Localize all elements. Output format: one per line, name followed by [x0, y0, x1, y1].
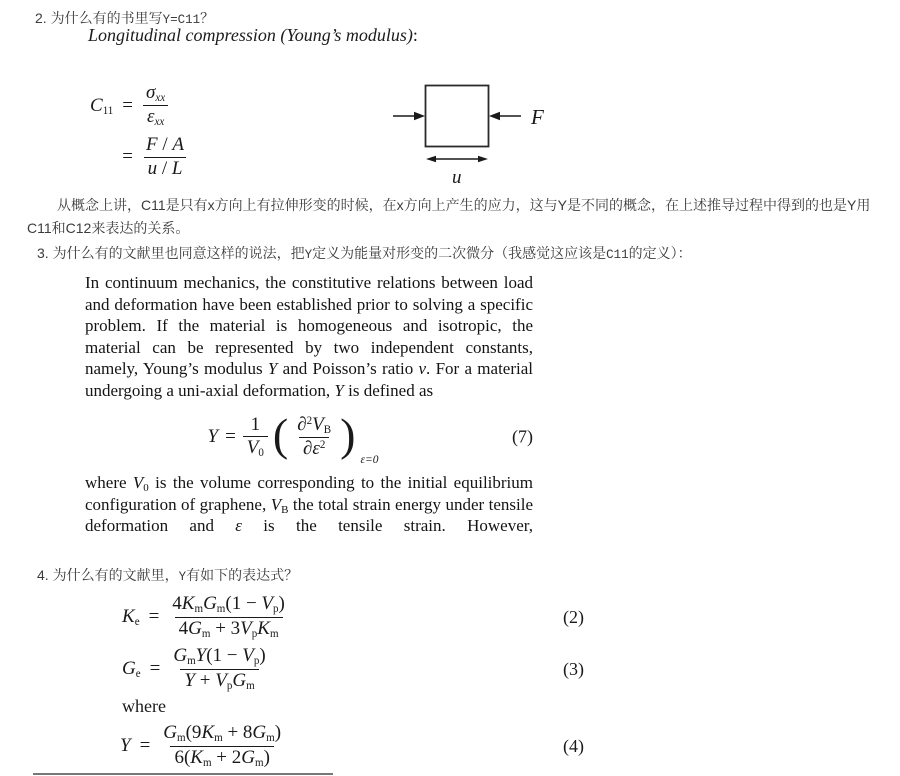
question-4-code: Y [178, 570, 187, 584]
paper-excerpt-2: where $V_0$ is the volume corresponding to the initial equilibrium configuration of graphene, $V_B$ the total strain energy under tensile deformation and ε is the tensile strain. However, [85, 473, 533, 535]
equals-sign: = [225, 426, 236, 447]
section-title-colon: : [412, 25, 418, 45]
force-arrow-left [393, 112, 425, 120]
displacement-arrow [426, 156, 488, 162]
equation-2-lhs: Ke [122, 605, 140, 629]
question-2-text: 2. 为什么有的书里写 [35, 10, 163, 26]
question-3-code-2: C11 [606, 248, 629, 262]
equation-3-lhs: Ge [122, 657, 141, 681]
equals-sign: = [148, 606, 160, 627]
equation-2 [122, 590, 584, 644]
equation-3 [122, 643, 584, 695]
evaluation-condition: ε=0 [360, 454, 379, 467]
strain-symbol: ε [235, 516, 242, 535]
equation-4 [120, 719, 584, 773]
equation-4-number: (4) [563, 735, 584, 756]
youngs-modulus-symbol: Y [267, 359, 278, 378]
question-2-code: Y=C11 [162, 13, 201, 27]
equation-7-lhs: Y [207, 426, 219, 447]
displacement-label: u [452, 167, 462, 188]
paper-1-text: In continuum mechanics, the constitutive relations between load and deformation have been established prior to solving a specific problem. If the material is homogeneous and isotropic, the material can be represented by two independent constants, namely, Young’s modulus [85, 273, 533, 378]
poisson-ratio-symbol: ν [418, 359, 427, 378]
fraction-force-displacement: $\frac{F / A}{u / L}$ [142, 134, 188, 180]
question-2-mark: ？ [200, 10, 215, 26]
equals-sign: = [139, 735, 151, 756]
bottom-edge-line [33, 773, 333, 775]
square-box [426, 86, 489, 147]
equation-7: Y = $\frac{1}{V0}$ ( $\frac{\partial^2VB}{\partial\varepsilon^2}$ ) ε=0 (7) [207, 409, 533, 467]
equals-sign: = [122, 146, 134, 168]
equation-2-fraction: $\frac{\text{4KmGm(1 − Vp)}}{\text{4Gm + 3VpKm}}$ [172, 593, 285, 640]
question-4-text-2: 有如下的表达式？ [186, 567, 299, 583]
equation-c11-lhs: C11 [90, 94, 114, 117]
equation-7-number: (7) [512, 426, 533, 447]
equation-2-number: (2) [563, 606, 584, 627]
force-label: F [531, 105, 544, 129]
fraction-one-over-v0: $\frac{1}{V0}$ [243, 414, 268, 460]
equals-sign: = [149, 658, 161, 679]
equation-3-fraction: $\frac{\text{GmY(1 − Vp)}}{\text{Y + VpGm}}$ [173, 645, 266, 692]
where-label: where [122, 696, 166, 716]
question-4-line [37, 565, 298, 585]
question-3-text-2: 定义为能量对形变的二次微分（我感觉这应该是 [312, 245, 607, 261]
equation-3-number: (3) [563, 658, 584, 679]
question-3-text-3: 的定义）： [628, 245, 692, 261]
equation-4-fraction: $\frac{Gm(9Km + 8Gm)}{6(Km + 2Gm)}$ [163, 722, 282, 769]
equals-sign: = [122, 94, 134, 116]
force-arrow-right [489, 112, 521, 120]
equation-c11 [90, 82, 188, 180]
question-3-text-1: 3. 为什么有的文献里也同意这样的说法，把 [37, 245, 305, 261]
question-3-code-1: Y [304, 248, 313, 262]
paper-excerpt-1: In continuum mechanics, the constitutive relations between load and deformation have been established prior to solving a specific problem. If the material is homogeneous and isotropic, the material can be represented by two independent constants, namely, Young’s modulus Y and Poisson’s ratio ν. For a material undergoing a uni-axial deformation, Y is defined as [85, 273, 533, 400]
question-4-text-1: 4. 为什么有的文献里， [37, 567, 179, 583]
equation-4-lhs: Y [120, 735, 131, 756]
question-3-line [37, 243, 692, 263]
section-title-text: Longitudinal compression (Young’s modulus) [88, 25, 413, 45]
paragraph-cn-c11-explanation: 从概念上讲，C11是只有x方向上有拉伸形变的时候，在x方向上产生的应力，这与Y是不同的概念，在上述推导过程中得到的也是Y用C11和C12来表达的关系。 [27, 197, 871, 236]
vb-symbol: V [270, 494, 282, 514]
section-title [88, 25, 418, 46]
fraction-stress-strain: $\frac{\text{σxx}}{\text{εxx}}$ [142, 82, 169, 129]
v0-symbol: V [132, 473, 144, 492]
fraction-second-derivative: $\frac{\partial^2VB}{\partial\varepsilon^2}$ [297, 413, 332, 459]
stress-diagram [385, 78, 560, 193]
